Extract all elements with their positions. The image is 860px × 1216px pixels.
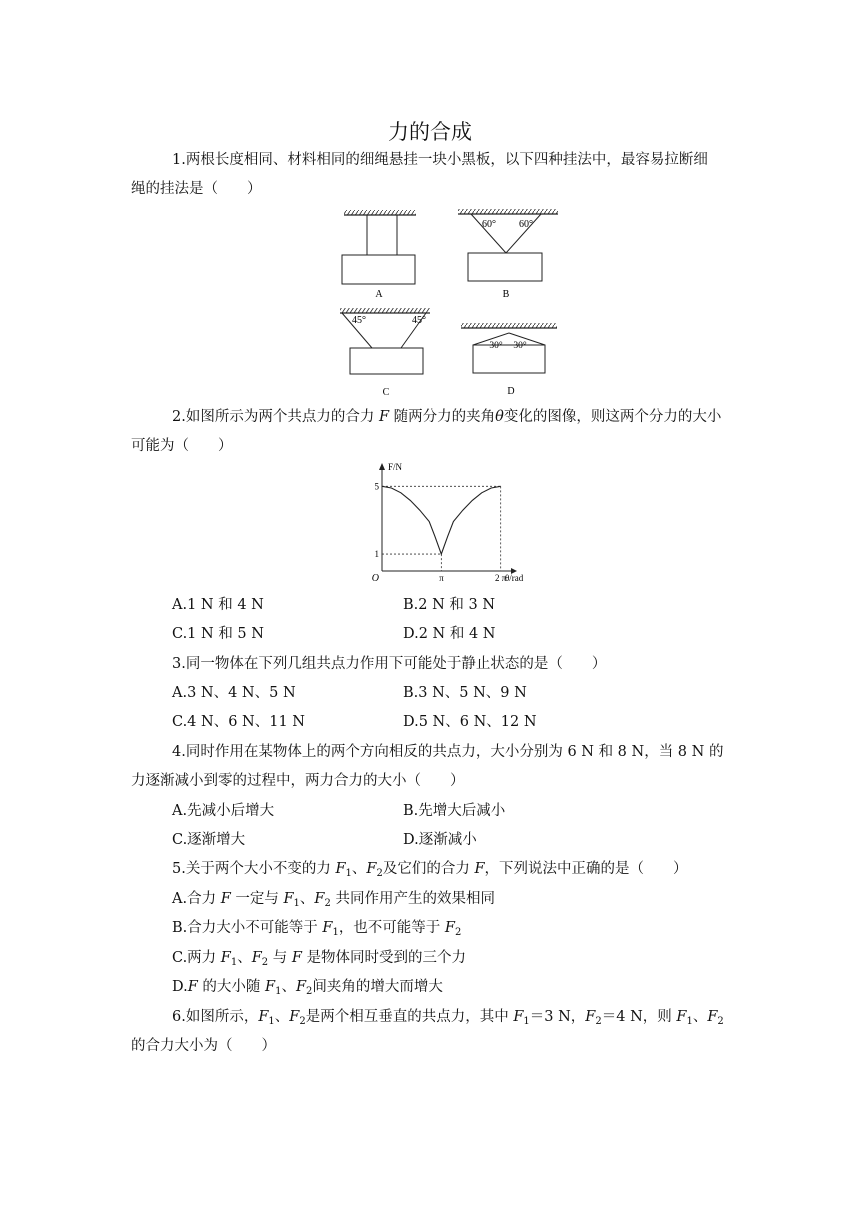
- q6-var-f: F: [289, 1009, 300, 1025]
- question-2-line-1: [172, 407, 721, 427]
- angle-d-right-label: 30°: [513, 341, 527, 351]
- q5-b-text-1: B.合力大小不可能等于: [172, 920, 318, 936]
- q6-eq-1: ＝3 N，: [529, 1009, 586, 1025]
- q5-var-f: F: [295, 979, 306, 995]
- q5-sub: 1: [345, 868, 352, 879]
- q5-stem-text-2: 及它们的合力: [382, 861, 470, 877]
- q3-option-a: A.3 N、4 N、5 N: [172, 685, 296, 701]
- question-5-stem: [172, 859, 688, 879]
- q5-option-b: [172, 918, 461, 938]
- y-tick-label-5: 5: [374, 481, 379, 492]
- q2-var-f: F: [378, 409, 390, 425]
- q5-var-f: F: [335, 861, 346, 877]
- q5-stem-text-1: 5.关于两个大小不变的力: [172, 861, 331, 877]
- question-4-line-1: 4.同时作用在某物体上的两个方向相反的共点力，大小分别为 6 N 和 8 N，当 8 N 的: [172, 744, 724, 760]
- q5-var-f: F: [314, 891, 325, 907]
- q2-option-b: B.2 N 和 3 N: [403, 597, 496, 613]
- q6-sub: 2: [299, 1016, 306, 1027]
- q6-text-2: 是两个相互垂直的共点力，其中: [305, 1009, 509, 1025]
- q6-sub: 1: [523, 1016, 530, 1027]
- q5-var-f: F: [265, 979, 276, 995]
- q4-option-a: A.先减小后增大: [172, 803, 275, 819]
- x-axis-label: θ/rad: [505, 573, 524, 583]
- question-1-line-2: 绳的挂法是（ ）: [131, 181, 262, 197]
- option-b-diagram: [458, 209, 558, 300]
- question-6-line-1: [172, 1007, 724, 1027]
- q6-var-f: F: [258, 1009, 269, 1025]
- q4-option-d: D.逐渐减小: [403, 832, 477, 848]
- x-tick-label-pi: π: [439, 573, 444, 583]
- force-angle-chart: [365, 460, 535, 585]
- hanging-blackboard-figure: [330, 205, 570, 400]
- q5-var-f: F: [474, 861, 485, 877]
- y-axis-arrow: [379, 463, 385, 470]
- question-1-line-1: 1.两根长度相同、材料相同的细绳悬挂一块小黑板，以下四种挂法中，最容易拉断细: [172, 152, 708, 168]
- question-2-line-2: 可能为（ ）: [131, 438, 233, 454]
- option-b-label: B: [502, 289, 510, 300]
- q5-sub: 2: [376, 868, 383, 879]
- q5-option-c: [172, 948, 466, 968]
- question-4-line-2: 力逐渐减小到零的过程中，两力合力的大小（ ）: [131, 773, 465, 789]
- option-a-label: A: [375, 289, 383, 300]
- q5-var-f: F: [291, 950, 302, 966]
- y-axis-label: F/N: [388, 462, 403, 472]
- q5-stem-text-3: ，下列说法中正确的是（ ）: [484, 861, 688, 877]
- q5-c-text-3: 是物体同时受到的三个力: [306, 950, 467, 966]
- q5-sub: 2: [454, 927, 462, 938]
- q5-var-f: F: [251, 950, 262, 966]
- q5-option-d: [172, 977, 443, 997]
- q5-b-text-2: ，也不可能等于: [338, 920, 441, 936]
- x-tick-label-2pi: 2 π: [495, 573, 507, 583]
- q2-text-2: 随两分力的夹角: [393, 409, 496, 425]
- q6-eq-2: ＝4 N，则: [601, 1009, 672, 1025]
- q5-sub: 2: [261, 957, 269, 968]
- q6-var-f: F: [513, 1009, 524, 1025]
- q6-sep: 、: [692, 1009, 708, 1025]
- q2-option-d: D.2 N 和 4 N: [403, 626, 496, 642]
- q2-text-3: 变化的图像，则这两个分力的大小: [503, 409, 722, 425]
- q6-sub: 2: [717, 1016, 724, 1027]
- q2-option-c: C.1 N 和 5 N: [172, 626, 264, 642]
- q5-var-f: F: [187, 979, 198, 995]
- q3-option-b: B.3 N、5 N、9 N: [403, 685, 527, 701]
- q6-var-f: F: [585, 1009, 596, 1025]
- q5-a-text-3: 共同作用产生的效果相同: [335, 891, 495, 907]
- q4-option-b: B.先增大后减小: [403, 803, 506, 819]
- angle-b-right-label: 60°: [519, 219, 533, 230]
- origin-label: O: [371, 573, 379, 584]
- question-3-stem: 3.同一物体在下列几组共点力作用下可能处于静止状态的是（ ）: [172, 656, 607, 672]
- q5-d-text-1: D.: [172, 979, 188, 995]
- q5-var-f: F: [220, 950, 231, 966]
- angle-d-left-label: 30°: [489, 341, 503, 351]
- q5-a-text-1: A.合力: [172, 891, 217, 907]
- q5-d-text-3: 间夹角的增大而增大: [312, 979, 443, 995]
- q5-sep: 、: [237, 950, 252, 966]
- question-6-line-2: [131, 1036, 276, 1056]
- q5-sub: 1: [230, 957, 238, 968]
- q5-sub: 1: [275, 986, 282, 997]
- q5-var-f: F: [322, 920, 333, 936]
- q5-sub: 2: [306, 986, 313, 997]
- q5-a-text-2: 一定与: [235, 891, 279, 907]
- q5-option-a: [172, 889, 495, 909]
- angle-b-left-label: 60°: [482, 219, 496, 230]
- q6-var-f: F: [707, 1009, 718, 1025]
- q5-var-f: F: [366, 861, 377, 877]
- q3-option-d: D.5 N、6 N、12 N: [403, 714, 537, 730]
- option-d-label: D: [507, 386, 515, 397]
- q6-text-1: 6.如图所示，: [172, 1009, 259, 1025]
- angle-c-right-label: 45°: [412, 315, 426, 326]
- q5-c-text-1: C.两力: [172, 950, 217, 966]
- q6-sep: 、: [274, 1009, 290, 1025]
- angle-c-left-label: 45°: [352, 315, 366, 326]
- q5-var-f: F: [283, 891, 294, 907]
- q5-sep: 、: [351, 861, 367, 877]
- q5-c-text-2: 与: [272, 950, 288, 966]
- q4-option-c: C.逐渐增大: [172, 832, 246, 848]
- q5-d-text-2: 的大小随: [202, 979, 261, 995]
- q5-sep: 、: [281, 979, 296, 995]
- q6-sub: 1: [268, 1016, 275, 1027]
- q3-option-c: C.4 N、6 N、11 N: [172, 714, 305, 730]
- q6-sub: 2: [595, 1016, 602, 1027]
- q6-var-f: F: [676, 1009, 687, 1025]
- option-d-diagram: [461, 323, 557, 397]
- q5-sub: 2: [324, 898, 331, 909]
- q2-var-theta: θ: [495, 409, 504, 425]
- q5-sep: 、: [299, 891, 315, 907]
- q2-text-1: 2.如图所示为两个共点力的合力: [172, 409, 375, 425]
- option-c-diagram: [340, 308, 430, 398]
- q5-var-f: F: [220, 891, 231, 907]
- series-line-f: [382, 486, 501, 554]
- option-a-diagram: [342, 210, 416, 300]
- q6-text-3: 的合力大小为（ ）: [131, 1038, 276, 1054]
- q5-var-f: F: [444, 920, 455, 936]
- y-tick-label-1: 1: [374, 549, 379, 560]
- page-title: 力的合成: [388, 120, 472, 144]
- q6-sub: 1: [686, 1016, 693, 1027]
- q5-sub: 1: [332, 927, 339, 938]
- q5-sub: 1: [293, 898, 300, 909]
- q2-option-a: A.1 N 和 4 N: [172, 597, 264, 613]
- option-c-label: C: [382, 387, 390, 398]
